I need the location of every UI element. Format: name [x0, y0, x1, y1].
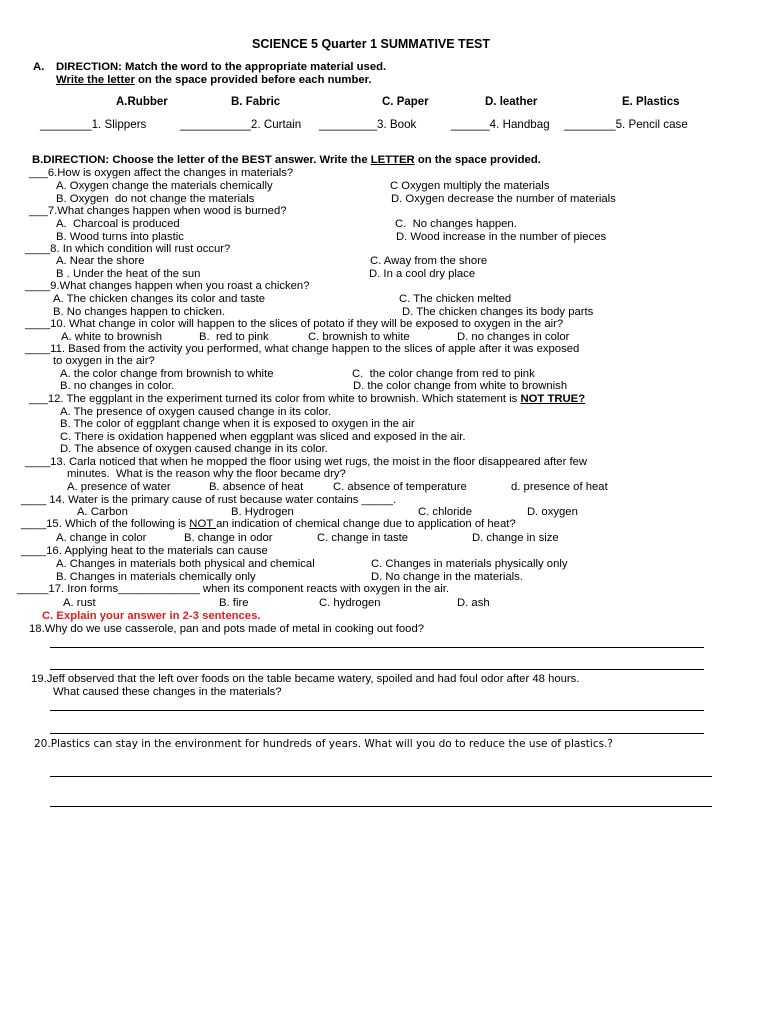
part-b-direction-c: on the space provided. — [414, 154, 541, 166]
answer-line — [50, 647, 704, 648]
choice: D. Oxygen decrease the number of materials — [391, 193, 616, 205]
answer-line — [50, 776, 712, 777]
part-a-direction: DIRECTION: Match the word to the appropriate material used. — [56, 61, 387, 73]
question-11: ____11. Based from the activity you performed, what change happen to the slices of apple after it was exposed — [25, 343, 580, 355]
question-12-text: ___12. The eggplant in the experiment turned its color from white to brownish. Which statement is — [29, 393, 521, 405]
choice: B. fire — [219, 597, 249, 609]
part-b-direction-a: B.DIRECTION: Choose the letter of the BEST answer. Write the — [32, 154, 371, 166]
question-15-text-b: an indication of chemical change due to application of heat? — [216, 518, 516, 530]
choice: D. The absence of oxygen caused change in its color. — [60, 443, 328, 455]
part-b-direction-letter: LETTER — [370, 154, 415, 166]
choice: C. Away from the shore — [370, 255, 488, 267]
choice: C. hydrogen — [319, 597, 381, 609]
question-13-line-2: minutes. What is the reason why the floor became dry? — [67, 468, 346, 480]
choice: A. the color change from brownish to white — [60, 368, 274, 380]
choice: C. There is oxidation happened when eggplant was sliced and exposed in the air. — [60, 431, 466, 443]
question-16: ____16. Applying heat to the materials can cause — [21, 545, 268, 557]
choice: D. In a cool dry place — [369, 268, 476, 280]
answer-line — [50, 710, 704, 711]
choice: B. red to pink — [199, 331, 269, 343]
question-10: ____10. What change in color will happen to the slices of potato if they will be exposed to oxygen in the air? — [25, 318, 564, 330]
question-20: 20.Plastics can stay in the environment for hundreds of years. What will you do to reduce the use of plastics.? — [34, 738, 613, 750]
answer-line — [50, 669, 704, 670]
choice: C. Changes in materials physically only — [371, 558, 568, 570]
choice: d. presence of heat — [511, 481, 608, 493]
choice: A. Charcoal is produced — [56, 218, 180, 230]
question-14: ____ 14. Water is the primary cause of rust because water contains _____. — [21, 494, 397, 506]
choice: D. the color change from white to brownish — [353, 380, 568, 392]
part-a-direction-2 — [56, 74, 372, 87]
choice: A. white to brownish — [61, 331, 163, 343]
choice: D. No change in the materials. — [371, 571, 523, 583]
choice: A. Changes in materials both physical and chemical — [56, 558, 315, 570]
choice: B. Wood turns into plastic — [56, 231, 184, 243]
choice: A. The chicken changes its color and taste — [53, 293, 266, 305]
choice: D. ash — [457, 597, 490, 609]
question-15-text-a: ____15. Which of the following is — [21, 518, 190, 530]
part-b-direction — [32, 154, 541, 167]
question-11-line-2: to oxygen in the air? — [53, 355, 155, 367]
question-18: 18.Why do we use casserole, pan and pots made of metal in cooking out food? — [29, 623, 425, 635]
choice: B. absence of heat — [209, 481, 304, 493]
choice: D. Wood increase in the number of pieces — [396, 231, 607, 243]
part-a-letter: A. — [33, 61, 45, 73]
material-option: D. leather — [485, 96, 538, 108]
choice: B. The color of eggplant change when it is exposed to oxygen in the air — [60, 418, 415, 430]
choice: B. no changes in color. — [60, 380, 175, 392]
answer-line — [50, 733, 704, 734]
not-emphasis: NOT — [189, 518, 217, 530]
question-15 — [21, 518, 516, 531]
choice: B. No changes happen to chicken. — [53, 306, 226, 318]
question-8: ____8. In which condition will rust occur? — [25, 243, 231, 255]
answer-line — [50, 806, 712, 807]
choice: C. absence of temperature — [333, 481, 467, 493]
match-item: ___________2. Curtain — [180, 118, 302, 131]
write-letter-rest: on the space provided before each number. — [134, 74, 372, 86]
question-17: _____17. Iron forms_____________ when its component reacts with oxygen in the air. — [17, 583, 450, 595]
choice: B. change in odor — [184, 532, 273, 544]
material-option: B. Fabric — [231, 96, 281, 108]
choice: C. chloride — [418, 506, 472, 518]
question-12 — [29, 393, 585, 406]
material-option: C. Paper — [382, 96, 429, 108]
choice: C. No changes happen. — [395, 218, 517, 230]
choice: A. Carbon — [77, 506, 128, 518]
match-item: ________1. Slippers — [40, 118, 147, 131]
question-19-line-2: What caused these changes in the materials? — [53, 686, 282, 698]
not-true-emphasis: NOT TRUE? — [520, 393, 586, 405]
question-7: ___7.What changes happen when wood is burned? — [29, 205, 287, 217]
choice: A. Near the shore — [56, 255, 145, 267]
choice: A. Oxygen change the materials chemically — [56, 180, 273, 192]
choice: D. The chicken changes its body parts — [402, 306, 594, 318]
choice: C. the color change from red to pink — [352, 368, 535, 380]
choice: A. presence of water — [67, 481, 171, 493]
part-c-heading: C. Explain your answer in 2-3 sentences. — [42, 610, 261, 622]
question-19: 19.Jeff observed that the left over foods on the table became watery, spoiled and had foul odor after 48 hours. — [31, 673, 580, 685]
match-item: _________3. Book — [319, 118, 417, 131]
question-9: ____9.What changes happen when you roast a chicken? — [25, 280, 310, 292]
page-title: SCIENCE 5 Quarter 1 SUMMATIVE TEST — [252, 37, 491, 51]
choice: C Oxygen multiply the materials — [390, 180, 550, 192]
question-6: ___6.How is oxygen affect the changes in materials? — [29, 167, 294, 179]
choice: A. rust — [63, 597, 96, 609]
choice: C. The chicken melted — [399, 293, 512, 305]
match-item: ________5. Pencil case — [564, 118, 688, 131]
choice: D. oxygen — [527, 506, 578, 518]
write-letter-underlined: Write the letter — [56, 74, 135, 86]
material-option: E. Plastics — [622, 96, 680, 108]
match-item: ______4. Handbag — [451, 118, 550, 131]
choice: D. change in size — [472, 532, 559, 544]
choice: B. Oxygen do not change the materials — [56, 193, 255, 205]
question-13: ____13. Carla noticed that when he mopped the floor using wet rugs, the moist in the floor disappeared after few — [25, 456, 588, 468]
choice: D. no changes in color — [457, 331, 570, 343]
choice: C. brownish to white — [308, 331, 410, 343]
choice: C. change in taste — [317, 532, 409, 544]
choice: A. The presence of oxygen caused change in its color. — [60, 406, 332, 418]
choice: B. Changes in materials chemically only — [56, 571, 256, 583]
choice: B . Under the heat of the sun — [56, 268, 201, 280]
choice: A. change in color — [56, 532, 147, 544]
choice: B. Hydrogen — [231, 506, 294, 518]
material-option: A.Rubber — [116, 96, 168, 108]
